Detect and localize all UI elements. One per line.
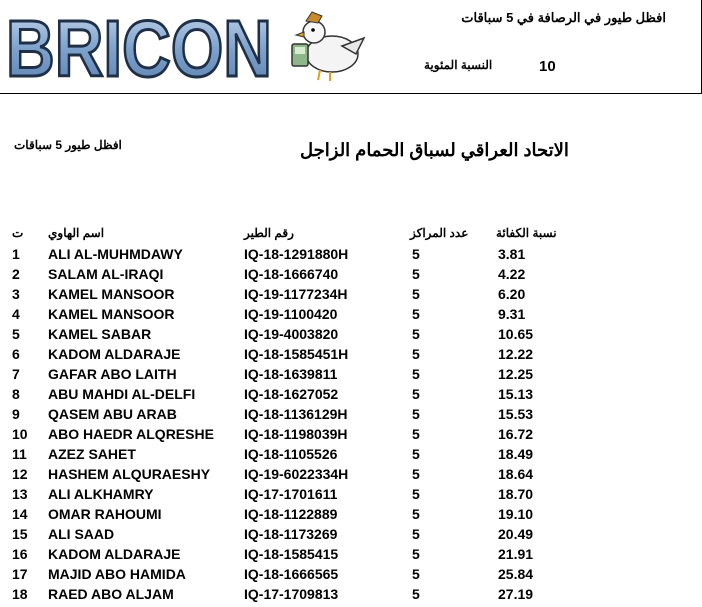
row-count: 5 <box>412 506 420 522</box>
table-row <box>0 384 702 404</box>
row-count: 5 <box>412 386 420 402</box>
row-efficiency: 27.19 <box>498 586 534 602</box>
row-efficiency: 12.22 <box>498 346 534 362</box>
row-ring-number: IQ-19-1177234H <box>244 286 348 302</box>
row-index: 4 <box>12 306 20 322</box>
results-table <box>0 244 702 604</box>
percent-value: 10 <box>539 58 556 75</box>
row-name: OMAR RAHOUMI <box>48 506 162 522</box>
header-divider <box>0 93 702 94</box>
row-count: 5 <box>412 446 420 462</box>
row-efficiency: 4.22 <box>498 266 526 282</box>
row-efficiency: 18.64 <box>498 466 534 482</box>
row-efficiency: 15.53 <box>498 406 534 422</box>
row-name: KADOM ALDARAJE <box>48 546 181 562</box>
row-ring-number: IQ-18-1666565 <box>244 566 339 582</box>
row-efficiency: 18.49 <box>498 446 534 462</box>
row-name: ALI AL-MUHMDAWY <box>48 246 183 262</box>
col-header-ring: رقم الطير <box>244 226 294 240</box>
row-index: 5 <box>12 326 20 342</box>
row-count: 5 <box>412 586 420 602</box>
row-ring-number: IQ-18-1136129H <box>244 406 348 422</box>
row-ring-number: IQ-18-1627052 <box>244 386 339 402</box>
table-row <box>0 584 702 604</box>
row-count: 5 <box>412 526 420 542</box>
table-row <box>0 424 702 444</box>
row-efficiency: 25.84 <box>498 566 534 582</box>
row-efficiency: 6.20 <box>498 286 526 302</box>
row-ring-number: IQ-18-1639811 <box>244 366 338 382</box>
row-index: 2 <box>12 266 20 282</box>
row-name: ALI SAAD <box>48 526 115 542</box>
row-index: 16 <box>12 546 28 562</box>
table-row <box>0 324 702 344</box>
row-index: 17 <box>12 566 28 582</box>
table-row <box>0 304 702 324</box>
table-row <box>0 524 702 544</box>
row-count: 5 <box>412 306 420 322</box>
row-index: 6 <box>12 346 20 362</box>
row-efficiency: 15.13 <box>498 386 534 402</box>
row-name: RAED ABO ALJAM <box>48 586 174 602</box>
col-header-index: ت <box>12 226 24 240</box>
row-ring-number: IQ-19-1100420 <box>244 306 338 322</box>
row-ring-number: IQ-18-1198039H <box>244 426 348 442</box>
row-count: 5 <box>412 546 420 562</box>
row-count: 5 <box>412 466 420 482</box>
col-header-efficiency: نسبة الكفائة <box>496 226 557 240</box>
row-ring-number: IQ-18-1291880H <box>244 246 349 262</box>
table-row <box>0 404 702 424</box>
row-name: ABO HAEDR ALQRESHE <box>48 426 214 442</box>
row-count: 5 <box>412 246 420 262</box>
table-row <box>0 264 702 284</box>
row-ring-number: IQ-18-1105526 <box>244 446 338 462</box>
row-index: 7 <box>12 366 20 382</box>
table-row <box>0 344 702 364</box>
row-index: 13 <box>12 486 28 502</box>
row-efficiency: 16.72 <box>498 426 534 442</box>
row-ring-number: IQ-17-1701611 <box>244 486 338 502</box>
row-index: 10 <box>12 426 28 442</box>
row-count: 5 <box>412 566 420 582</box>
row-count: 5 <box>412 426 420 442</box>
row-count: 5 <box>412 266 420 282</box>
row-efficiency: 9.31 <box>498 306 526 322</box>
row-name: QASEM ABU ARAB <box>48 406 177 422</box>
row-index: 14 <box>12 506 28 522</box>
subtitle: افظل طيور 5 سباقات <box>14 138 122 152</box>
row-name: SALAM AL-IRAQI <box>48 266 164 282</box>
table-row <box>0 444 702 464</box>
table-row <box>0 484 702 504</box>
row-name: GAFAR ABO LAITH <box>48 366 177 382</box>
row-name: AZEZ SAHET <box>48 446 136 462</box>
row-count: 5 <box>412 326 420 342</box>
row-ring-number: IQ-17-1709813 <box>244 586 339 602</box>
pigeon-mascot-icon <box>282 2 366 84</box>
row-index: 18 <box>12 586 28 602</box>
row-ring-number: IQ-19-4003820 <box>244 326 339 342</box>
row-count: 5 <box>412 406 420 422</box>
row-index: 8 <box>12 386 20 402</box>
table-row <box>0 364 702 384</box>
row-count: 5 <box>412 486 420 502</box>
table-row <box>0 564 702 584</box>
row-name: MAJID ABO HAMIDA <box>48 566 186 582</box>
row-name: KAMEL MANSOOR <box>48 306 175 322</box>
row-ring-number: IQ-19-6022334H <box>244 466 349 482</box>
row-count: 5 <box>412 366 420 382</box>
row-index: 11 <box>12 446 27 462</box>
table-row <box>0 544 702 564</box>
row-efficiency: 12.25 <box>498 366 534 382</box>
row-efficiency: 18.70 <box>498 486 534 502</box>
row-index: 15 <box>12 526 28 542</box>
row-ring-number: IQ-18-1666740 <box>244 266 339 282</box>
table-row <box>0 244 702 264</box>
row-ring-number: IQ-18-1585451H <box>244 346 349 362</box>
row-efficiency: 19.10 <box>498 506 534 522</box>
row-index: 3 <box>12 286 20 302</box>
top-title: افظل طيور في الرصافة في 5 سباقات <box>461 10 666 25</box>
row-name: KAMEL MANSOOR <box>48 286 175 302</box>
row-index: 9 <box>12 406 20 422</box>
row-name: ALI ALKHAMRY <box>48 486 154 502</box>
row-efficiency: 20.49 <box>498 526 534 542</box>
row-efficiency: 10.65 <box>498 326 534 342</box>
row-name: HASHEM ALQURAESHY <box>48 466 211 482</box>
main-title: الاتحاد العراقي لسباق الحمام الزاجل <box>300 140 569 160</box>
row-ring-number: IQ-18-1173269 <box>244 526 338 542</box>
row-index: 12 <box>12 466 28 482</box>
bricon-logo <box>4 4 276 93</box>
table-row <box>0 464 702 484</box>
percent-label: النسبة المئوية <box>424 58 493 72</box>
row-ring-number: IQ-18-1122889 <box>244 506 338 522</box>
row-efficiency: 21.91 <box>498 546 534 562</box>
row-name: ABU MAHDI AL-DELFI <box>48 386 196 402</box>
logo-text: BRICON <box>6 4 272 93</box>
col-header-count: عدد المراكز <box>410 226 469 240</box>
row-efficiency: 3.81 <box>498 246 526 262</box>
row-count: 5 <box>412 286 420 302</box>
table-row <box>0 284 702 304</box>
row-name: KADOM ALDARAJE <box>48 346 181 362</box>
row-count: 5 <box>412 346 420 362</box>
row-name: KAMEL SABAR <box>48 326 152 342</box>
col-header-name: اسم الهاوي <box>48 226 105 240</box>
row-ring-number: IQ-18-1585415 <box>244 546 339 562</box>
table-row <box>0 504 702 524</box>
row-index: 1 <box>12 246 20 262</box>
